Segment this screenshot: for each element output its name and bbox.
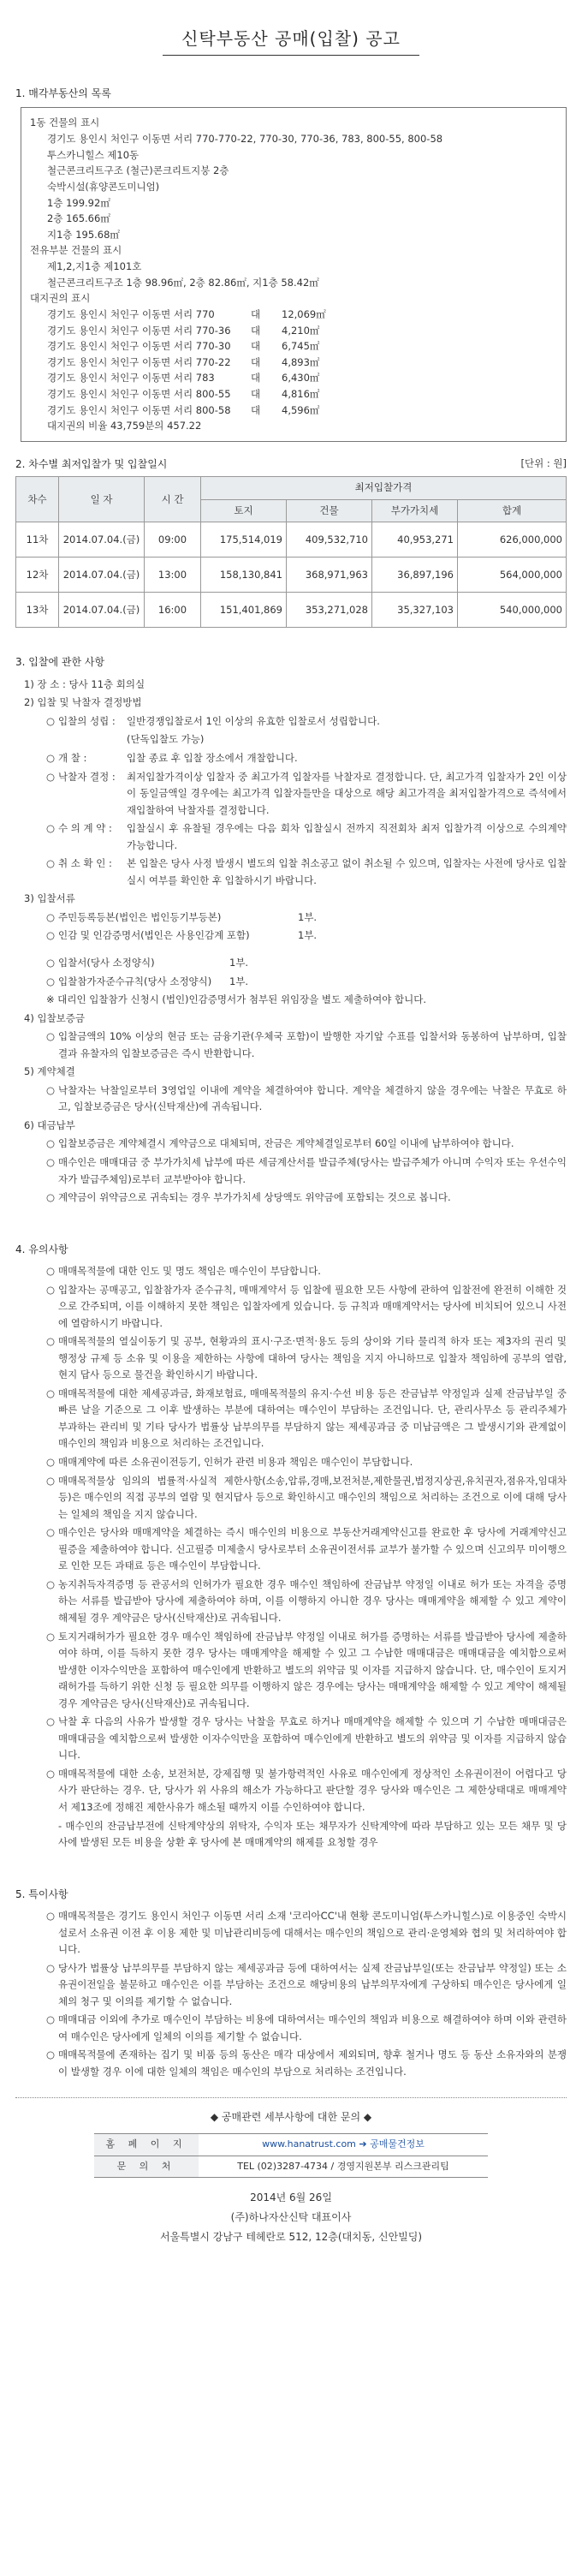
notice-text: 매매목적물에 대한 인도 및 명도 책임은 매수인이 부담합니다. bbox=[58, 1265, 321, 1278]
bullet-icon: ○ bbox=[46, 1630, 56, 1643]
notice-item bbox=[15, 1629, 567, 1713]
bullet-icon: ○ bbox=[46, 1283, 56, 1296]
notice-item bbox=[15, 1282, 567, 1333]
bullet-icon: ○ bbox=[46, 1910, 56, 1922]
cell-time: 16:00 bbox=[145, 593, 201, 628]
method-text: 입찰실시 후 유찰될 경우에는 다음 회차 입찰실시 전까지 직전회차 최저 입찰가격 이상으로 수의계약 가능합니다. bbox=[127, 822, 567, 851]
cell-date: 2014.07.04.(금) bbox=[59, 593, 145, 628]
notice-item bbox=[15, 1714, 567, 1764]
land-type: 대 bbox=[251, 403, 261, 416]
bullet-icon: ○ bbox=[46, 822, 56, 835]
method-heading: 2) 입찰 및 낙찰자 결정방법 bbox=[24, 696, 142, 709]
land-row bbox=[30, 402, 557, 419]
notice-text: 매매목적물에 대한 제세공과금, 화재보험료, 매매목적물의 유지·수선 비용 등은 잔금납부 약정일과 실제 잔금납부일 중 빠른 날을 기준으로 그 이후 발생하는 부분에 대하여는 매수인이 부담하는 조건입니다. 단, 관리사무소 등 관리주체가 부과하는 관리비 및 기타 당사가 법률상 납부의무를 부담하지 않는 제세공과금 중 미납금액은 그 발생시기와 관계없이 매수인의 책임과 비용으로 처리하는 조건입니다. bbox=[58, 1386, 567, 1450]
schedule-table bbox=[15, 476, 567, 628]
company-name: (주)하나자산신탁 대표이사 bbox=[230, 2211, 352, 2224]
land-area: 12,069㎡ bbox=[282, 307, 326, 320]
property-line: 철근콘크리트구조 (철근)콘크리트지붕 2층 bbox=[47, 164, 229, 177]
doc-name: 주민등록등본(법인은 법인등기부등본) bbox=[58, 910, 222, 923]
land-area: 6,430㎡ bbox=[282, 372, 320, 385]
col-round: 차수 bbox=[16, 477, 59, 522]
doc-name: 입찰서(당사 소정양식) bbox=[58, 956, 155, 969]
method-item bbox=[15, 713, 567, 730]
bullet-icon: ○ bbox=[46, 1191, 56, 1204]
property-line: 숙박시설(휴양콘도미니엄) bbox=[47, 180, 160, 193]
notice-text: 토지거래허가가 필요한 경우 매수인 책임하에 잔금납부 약정일 이내로 허가를 증명하는 서류를 발급받아 당사에 제출하여야 하며, 이를 득하지 못한 경우 당사는 매매계약을 해제할 수 있고 그 수납한 매매대금은 매매대금을 예치함으로써 발생한 이자수익만을 포함하여 매수인에게 반환하고 별도의 위약금 및 이자를 지급하지 않습니다. 단, 매수인이 토지거래허가를 득하기 위한 신청 등 필요한 의무를 이행하지 않은 경우에는 당사는 매매계약을 해제할 수 있고 계약이 해제될 경우 계약금은 당사(신탁재산)로 귀속됩니다. bbox=[58, 1630, 567, 1709]
payment-heading: 6) 대금납부 bbox=[24, 1118, 75, 1131]
bullet-icon: ○ bbox=[46, 1137, 56, 1150]
land-row bbox=[30, 323, 557, 339]
notice-text: 매수인은 당사와 매매계약을 체결하는 즉시 매수인의 비용으로 부동산거래계약신고를 완료한 후 당사에 거래계약신고필증을 제출하여야 합니다. 신고필증 미제출시 당사로부터 소유권이전서류 교부가 불가할 수 있으며 신고의무 미이행으로 인한 모든 과태료 등은 매수인이 부담합니다. bbox=[58, 1526, 567, 1572]
land-area: 4,210㎡ bbox=[282, 324, 320, 337]
cell-vat: 36,897,196 bbox=[372, 558, 458, 593]
land-area: 4,596㎡ bbox=[282, 403, 320, 416]
col-land: 토지 bbox=[201, 499, 287, 522]
bullet-icon: ○ bbox=[46, 1456, 56, 1469]
notice-item bbox=[15, 1386, 567, 1452]
property-line: 1층 199.92㎡ bbox=[47, 196, 110, 209]
method-text: 일반경쟁입찰로서 1인 이상의 유효한 입찰로서 성립합니다. bbox=[127, 714, 380, 727]
land-row bbox=[30, 307, 557, 323]
property-list-box bbox=[21, 107, 567, 442]
docs-heading: 3) 입찰서류 bbox=[24, 892, 75, 905]
cell-vat: 40,953,271 bbox=[372, 522, 458, 558]
special-text: 매매대금 이외에 추가로 매수인이 부담하는 비용에 대하여서는 매수인의 책임과 비용으로 해결하여야 하며 이와 관련하여 매수인은 당사에게 일체의 이의를 제기할 수 없습니다. bbox=[58, 2013, 567, 2042]
payment-item bbox=[15, 1190, 567, 1207]
homepage-link[interactable]: www.hanatrust.com ➔ 공매물건정보 bbox=[199, 2133, 488, 2156]
bullet-icon: ○ bbox=[46, 751, 56, 764]
notice-text: 입찰자는 공매공고, 입찰참가자 준수규칙, 매매계약서 등 입찰에 필요한 모든 사항에 관하여 입찰전에 완전히 이해한 것으로 간주되며, 이를 이해하지 못한 책임은 입찰자에게 있습니다. 등 규칙과 매매계약서는 당사에 비치되어 있으니 사전에 열람하시기 바랍니다. bbox=[58, 1283, 567, 1329]
col-time: 시 간 bbox=[145, 477, 201, 522]
bullet-icon: ○ bbox=[46, 1386, 56, 1399]
col-min-price: 최저입찰가격 bbox=[201, 477, 567, 500]
doc-name: 인감 및 인감증명서(법인은 사용인감계 포함) bbox=[58, 929, 250, 942]
section-1-heading: 1. 매각부동산의 목록 bbox=[15, 87, 111, 99]
notice-dash-item: - 매수인의 잔금납부전에 신탁계약상의 위탁자, 수익자 또는 채무자가 신탁계약에 따라 부담하고 있는 모든 채무 및 당사에 발생된 모든 비용을 상환 후 당사에 본 매매계약의 해제를 요청할 경우 bbox=[58, 1819, 567, 1849]
table-row bbox=[16, 522, 567, 558]
bullet-icon: ○ bbox=[46, 956, 56, 969]
doc-item bbox=[15, 909, 567, 927]
notice-date: 2014년 6월 26일 bbox=[250, 2191, 332, 2204]
cell-date: 2014.07.04.(금) bbox=[59, 522, 145, 558]
docs-note: ※ 대리인 입찰참가 신청시 (법인)인감증명서가 첨부된 위임장을 별도 제출하여야 합니다. bbox=[46, 993, 426, 1006]
method-label: 취 소 확 인 : bbox=[58, 857, 112, 870]
property-line: 지1층 195.68㎡ bbox=[47, 228, 120, 241]
cell-vat: 35,327,103 bbox=[372, 593, 458, 628]
cell-round: 12차 bbox=[16, 558, 59, 593]
cell-total: 564,000,000 bbox=[458, 558, 567, 593]
payment-text: 입찰보증금은 계약체결시 계약금으로 대체되며, 잔금은 계약체결일로부터 60일 이내에 납부하여야 합니다. bbox=[58, 1137, 514, 1150]
table-row bbox=[16, 593, 567, 628]
bullet-icon: ○ bbox=[46, 1526, 56, 1539]
land-ratio: 대지권의 비율 43,759분의 457.22 bbox=[47, 420, 202, 432]
method-item bbox=[15, 820, 567, 854]
notice-item bbox=[15, 1473, 567, 1524]
bullet-icon: ○ bbox=[46, 1335, 56, 1348]
bullet-icon: ○ bbox=[46, 1474, 56, 1487]
contract-item bbox=[15, 1082, 567, 1116]
land-location: 경기도 용인시 처인구 이동면 서리 800-58 bbox=[47, 403, 231, 416]
special-item bbox=[15, 1960, 567, 2011]
deposit-item bbox=[15, 1029, 567, 1062]
signature-block bbox=[15, 2188, 567, 2246]
notice-text: 농지취득자격증명 등 관공서의 인허가가 필요한 경우 매수인 책임하에 잔금납부 약정일 이내로 허가 또는 자격을 증명하는 서류를 발급받아 당사에 제출하여야 하며, 이를 이행하지 아니한 경우 당사는 매매계약을 해제할 수 있고 계약이 해제될 경우 계약금은 당사(신탁재산)로 귀속됩니다. bbox=[58, 1577, 567, 1624]
bullet-icon: ○ bbox=[46, 1265, 56, 1278]
notice-item bbox=[15, 1263, 567, 1280]
doc-item bbox=[15, 955, 567, 972]
contact-table bbox=[94, 2133, 488, 2178]
cell-land: 151,401,869 bbox=[201, 593, 287, 628]
special-item bbox=[15, 2012, 567, 2045]
land-type: 대 bbox=[251, 324, 261, 337]
land-row bbox=[30, 386, 557, 402]
contact-footer bbox=[15, 2097, 567, 2246]
doc-qty: 1부. bbox=[229, 956, 249, 969]
page-title: 신탁부동산 공매(입찰) 공고 bbox=[163, 24, 419, 56]
inquiry-value: TEL (02)3287-4734 / 경영지원본부 리스크관리팀 bbox=[199, 2156, 488, 2178]
inquiry-label: 문 의 처 bbox=[94, 2156, 199, 2178]
land-location: 경기도 용인시 처인구 이동면 서리 770 bbox=[47, 307, 215, 320]
land-location: 경기도 용인시 처인구 이동면 서리 770-36 bbox=[47, 324, 231, 337]
notice-text: 낙찰 후 다음의 사유가 발생할 경우 당사는 낙찰을 무효로 하거나 매매계약을 해제할 수 있으며 기 수납한 매매대금은 매매대금을 예치함으로써 발생한 이자수익만을 포함하여 매수인에게 반환하고 별도의 위약금 및 이자를 지급하지 않습니다. bbox=[58, 1715, 567, 1762]
land-area: 6,745㎡ bbox=[282, 340, 320, 353]
notice-text: 매매계약에 따른 소유권이전등기, 인허가 관련 비용과 책임은 매수인이 부담합니다. bbox=[58, 1456, 413, 1469]
bullet-icon: ○ bbox=[46, 910, 56, 923]
bullet-icon: ○ bbox=[46, 929, 56, 942]
method-label: 개 찰 : bbox=[58, 751, 87, 764]
notice-item bbox=[15, 1577, 567, 1627]
land-type: 대 bbox=[251, 355, 261, 368]
notice-item bbox=[15, 1333, 567, 1384]
cell-date: 2014.07.04.(금) bbox=[59, 558, 145, 593]
method-text: 입찰 종료 후 입찰 장소에서 개찰합니다. bbox=[127, 751, 298, 764]
special-text: 매매목적물은 경기도 용인시 처인구 이동면 서리 소재 '코리아CC'내 현황 콘도미니엄(투스카니힐스)로 이용중인 숙박시설로서 소유권 이전 후 이용 제한 및 미납관리비등에 대해서는 매수인의 책임으로 관리·운영체와 협의 및 처리하여야 합니다. bbox=[58, 1910, 567, 1956]
doc-qty: 1부. bbox=[298, 929, 318, 942]
special-item bbox=[15, 2047, 567, 2080]
land-area: 4,816㎡ bbox=[282, 388, 320, 401]
contact-heading: ◆ 공매관련 세부사항에 대한 문의 ◆ bbox=[210, 2111, 372, 2124]
section-3-heading: 3. 입찰에 관한 사항 bbox=[15, 656, 105, 669]
cell-round: 11차 bbox=[16, 522, 59, 558]
property-line: 전유부분 건물의 표시 bbox=[30, 244, 122, 257]
cell-round: 13차 bbox=[16, 593, 59, 628]
bullet-icon: ○ bbox=[46, 857, 56, 870]
company-address: 서울특별시 강남구 테헤란로 512, 12층(대치동, 신안빌딩) bbox=[159, 2230, 423, 2243]
property-line: 1동 건물의 표시 bbox=[30, 116, 100, 129]
property-line: 대지권의 표시 bbox=[30, 292, 91, 305]
method-item bbox=[15, 731, 567, 748]
table-row bbox=[16, 558, 567, 593]
method-text: 최저입찰가격이상 입찰자 중 최고가격 입찰자를 낙찰자로 결정합니다. 단, 최고가격 입찰자가 2인 이상이 동일금액일 경우에는 최고가격 입찰자들만을 대상으로 해당 최고가격을 최저입찰가격으로 즉석에서 재입찰하여 낙찰자를 결정합니다. bbox=[127, 770, 567, 816]
notice-text: 매매목적물에 대한 소송, 보전처분, 강제집행 및 불가항력적인 사유로 매수인에게 정상적인 소유권이전이 어렵다고 당사가 판단하는 경우. 단, 당사가 위 사유의 해소가 가능하다고 판단할 경우 당사와 매수인은 그 제한상태대로 매매계약서 제13조에 정해진 제한사유가 해소될 때까지 이를 수인하여야 합니다. bbox=[58, 1767, 567, 1813]
bullet-icon: ○ bbox=[46, 1083, 56, 1096]
cell-total: 540,000,000 bbox=[458, 593, 567, 628]
special-text: 매매목적물에 존재하는 집기 및 비품 등의 동산은 매각 대상에서 제외되며, 향후 철거나 명도 등 동산 소유자와의 분쟁이 발생할 경우 이에 대한 일체의 책임은 매수인의 부담으로 처리하는 조건입니다. bbox=[58, 2048, 567, 2078]
section-5-heading: 5. 특이사항 bbox=[15, 1887, 68, 1900]
property-line: 제1,2,지1층 제101호 bbox=[47, 260, 142, 273]
deposit-heading: 4) 입찰보증금 bbox=[24, 1011, 86, 1024]
deposit-text: 입찰금액의 10% 이상의 현금 또는 금융기관(우체국 포함)이 발행한 자기앞 수표를 입찰서와 동봉하여 납부하며, 입찰결과 유찰자의 입찰보증금은 즉시 반환합니다. bbox=[58, 1030, 567, 1059]
bullet-icon: ○ bbox=[46, 1961, 56, 1974]
special-text: 당사가 법률상 납부의무를 부담하지 않는 제세공과금 등에 대하여서는 실제 잔금납부일(또는 잔금납부 약정일) 또는 소유권이전일을 불문하고 매수인은 이를 부담하는 조건으로 해당비용의 납부의무자에게 구상하되 매수인은 당사에게 일체의 청구 및 이의를 제기할 수 없습니다. bbox=[58, 1961, 567, 2007]
bullet-icon: ○ bbox=[46, 1030, 56, 1043]
method-label: 수 의 계 약 : bbox=[58, 822, 112, 835]
land-type: 대 bbox=[251, 372, 261, 385]
bullet-icon: ○ bbox=[46, 2013, 56, 2026]
payment-text: 계약금이 위약금으로 귀속되는 경우 부가가치세 상당액도 위약금에 포함되는 것으로 봅니다. bbox=[58, 1191, 451, 1204]
payment-item bbox=[15, 1136, 567, 1153]
bullet-icon: ○ bbox=[46, 714, 56, 727]
doc-name: 입찰참가자준수규칙(당사 소정양식) bbox=[58, 975, 212, 987]
unit-label: [단위 : 원] bbox=[520, 456, 567, 469]
land-type: 대 bbox=[251, 307, 261, 320]
property-line: 투스카니힐스 제10동 bbox=[47, 148, 140, 161]
notice-item bbox=[15, 1454, 567, 1471]
bullet-icon: ○ bbox=[46, 2048, 56, 2061]
land-row bbox=[30, 355, 557, 371]
notice-item bbox=[15, 1524, 567, 1575]
bullet-icon: ○ bbox=[46, 770, 56, 783]
method-subtext: (단독입찰도 가능) bbox=[127, 733, 205, 746]
land-type: 대 bbox=[251, 340, 261, 353]
bullet-icon: ○ bbox=[46, 1577, 56, 1590]
bullet-icon: ○ bbox=[46, 1155, 56, 1168]
notice-item bbox=[15, 1766, 567, 1816]
method-item bbox=[15, 750, 567, 767]
land-location: 경기도 용인시 처인구 이동면 서리 800-55 bbox=[47, 388, 231, 401]
payment-text: 매수인은 매매대금 중 부가가치세 납부에 따른 세금계산서를 발급주체(당사는 발급주체가 아니며 수익자 또는 우선수익자가 발급주체임)로부터 교부받아야 합니다. bbox=[58, 1155, 567, 1185]
land-location: 경기도 용인시 처인구 이동면 서리 770-30 bbox=[47, 340, 231, 353]
cell-time: 13:00 bbox=[145, 558, 201, 593]
method-item bbox=[15, 769, 567, 820]
land-location: 경기도 용인시 처인구 이동면 서리 770-22 bbox=[47, 355, 231, 368]
property-line: 2층 165.66㎡ bbox=[47, 212, 110, 225]
method-label: 낙찰자 결정 : bbox=[58, 770, 116, 783]
notice-text: 매매목적물의 열실이동기 및 공부, 현황과의 표시·구조·면적·용도 등의 상이와 기타 물리적 하자 또는 제3자의 권리 및 행정상 규제 등 소유 및 이용을 제한하는 사항에 대하여 당사는 책임을 지지 아니하므로 입찰자 책임하에 공부의 열람, 현지 답사 등으로 물건을 확인하시기 바랍니다. bbox=[58, 1335, 567, 1381]
bullet-icon: ○ bbox=[46, 1767, 56, 1780]
cell-building: 353,271,028 bbox=[287, 593, 372, 628]
method-text: 본 입찰은 당사 사정 발생시 별도의 입찰 취소공고 없이 취소될 수 있으며, 입찰자는 사전에 당사로 입찰 실시 여부를 확인한 후 입찰하시기 바랍니다. bbox=[127, 857, 567, 886]
section-4-heading: 4. 유의사항 bbox=[15, 1243, 68, 1255]
col-building: 건물 bbox=[287, 499, 372, 522]
special-item bbox=[15, 1908, 567, 1959]
contract-text: 낙찰자는 낙찰일로부터 3영업일 이내에 계약을 체결하여야 합니다. 계약을 체결하지 않을 경우에는 낙찰은 무효로 하고, 입찰보증금은 당사(신탁재산)에 귀속됩니다. bbox=[58, 1083, 567, 1113]
doc-item bbox=[15, 974, 567, 991]
land-type: 대 bbox=[251, 388, 261, 401]
method-label: 입찰의 성립 : bbox=[58, 714, 116, 727]
property-line: 경기도 용인시 처인구 이동면 서리 770-770-22, 770-30, 770-36, 783, 800-55, 800-58 bbox=[47, 133, 443, 146]
bullet-icon: ○ bbox=[46, 975, 56, 987]
payment-item bbox=[15, 1154, 567, 1188]
col-date: 일 자 bbox=[59, 477, 145, 522]
cell-building: 409,532,710 bbox=[287, 522, 372, 558]
land-area: 4,893㎡ bbox=[282, 355, 320, 368]
doc-qty: 1부. bbox=[298, 910, 318, 923]
land-location: 경기도 용인시 처인구 이동면 서리 783 bbox=[47, 372, 215, 385]
bullet-icon: ○ bbox=[46, 1715, 56, 1728]
cell-total: 626,000,000 bbox=[458, 522, 567, 558]
notice-text: 매매목적물상 임의의 법률적·사실적 제한사항(소송,압류,경매,보전처분,제한물권,법정지상권,유치권자,점유자,임대차 등)은 매수인의 직접 공부의 열람 및 현지답사 등으로 확인하시고 매수인의 책임으로 처리하는 조건으로 이에 대해 당사는 일체의 책임을 지지 않습니다. bbox=[58, 1474, 567, 1520]
cell-building: 368,971,963 bbox=[287, 558, 372, 593]
cell-land: 158,130,841 bbox=[201, 558, 287, 593]
section-2-heading: 2. 차수별 최저입찰가 및 입찰일시 bbox=[15, 457, 168, 470]
land-row bbox=[30, 338, 557, 355]
doc-qty: 1부. bbox=[229, 975, 249, 987]
land-row bbox=[30, 370, 557, 386]
property-line: 철근콘크리트구조 1층 98.96㎡, 2층 82.86㎡, 지1층 58.42㎡ bbox=[47, 276, 319, 289]
contract-heading: 5) 계약체결 bbox=[24, 1065, 75, 1078]
homepage-label: 홈 페 이 지 bbox=[94, 2133, 199, 2156]
cell-land: 175,514,019 bbox=[201, 522, 287, 558]
col-total: 합계 bbox=[458, 499, 567, 522]
bid-place: 1) 장 소 : 당사 11층 회의실 bbox=[24, 677, 146, 690]
cell-time: 09:00 bbox=[145, 522, 201, 558]
col-vat: 부가가치세 bbox=[372, 499, 458, 522]
doc-item bbox=[15, 927, 567, 945]
method-item bbox=[15, 856, 567, 889]
